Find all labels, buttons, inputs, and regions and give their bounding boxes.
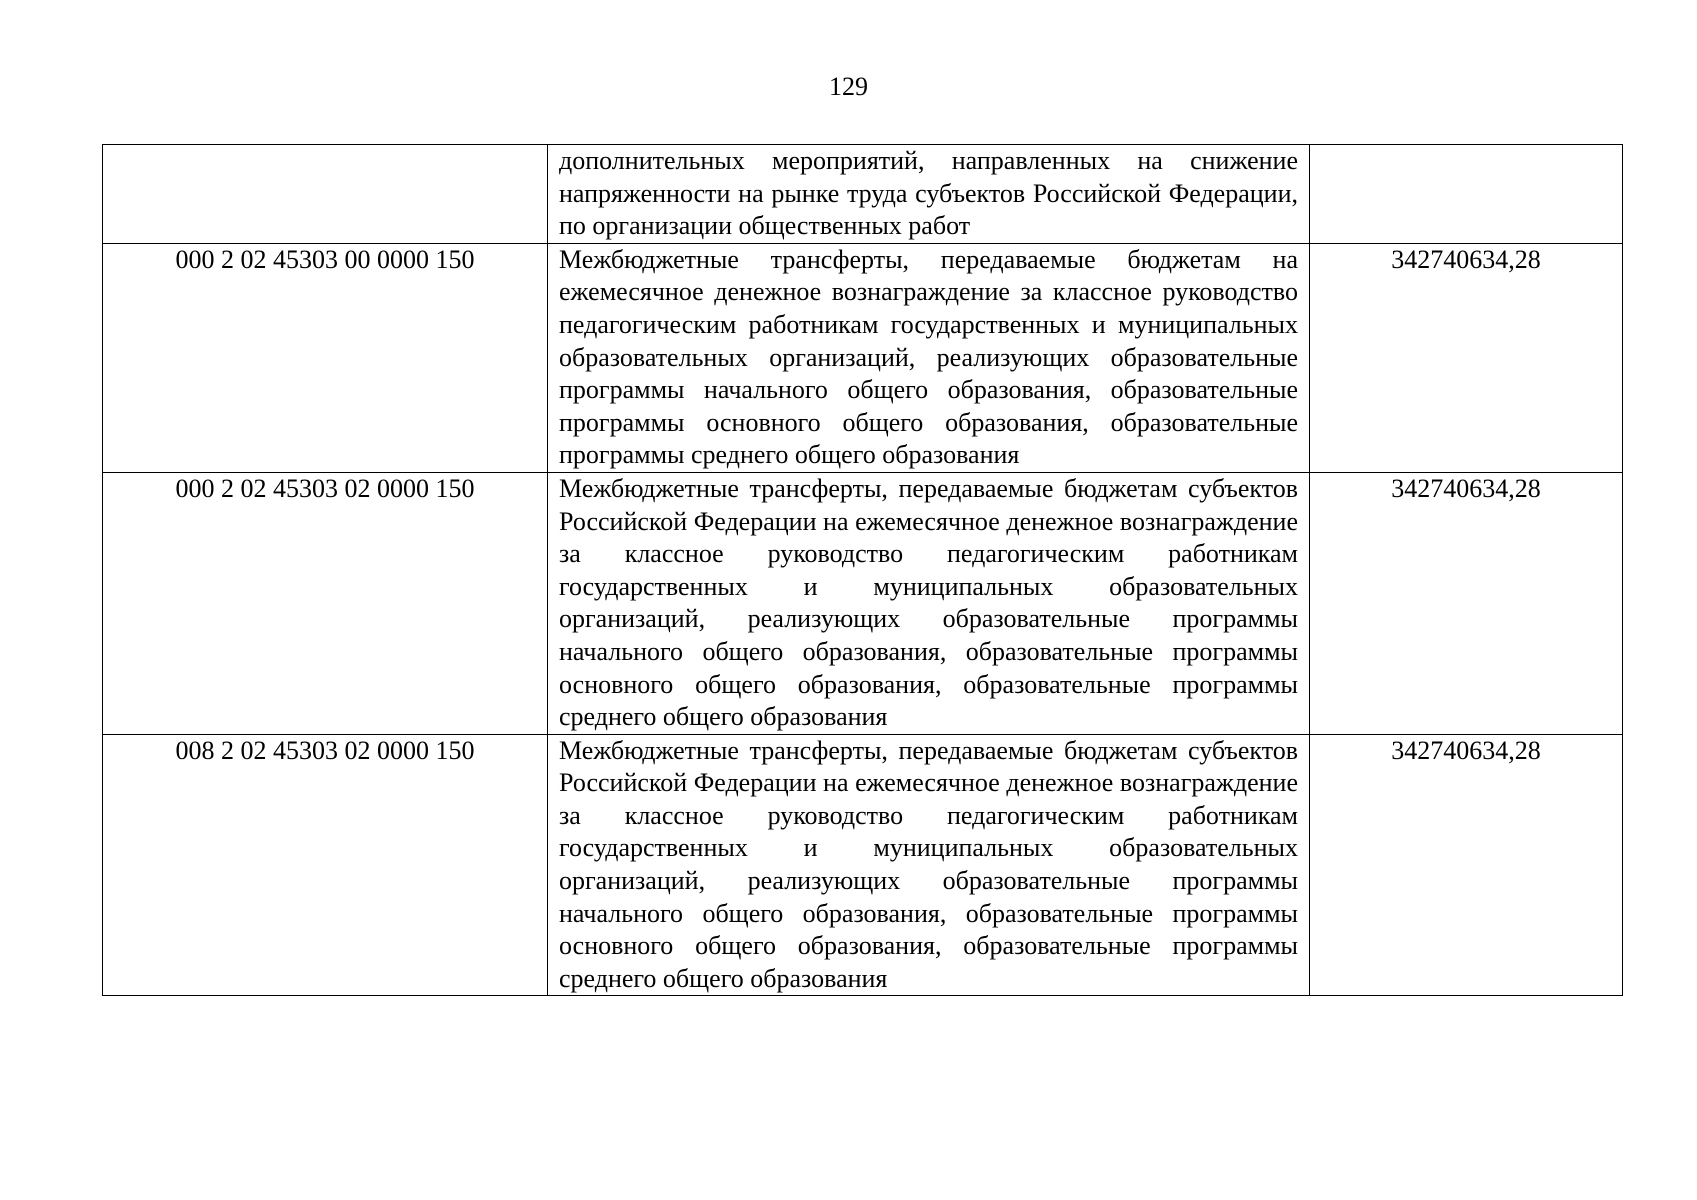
item-description: Межбюджетные трансферты, передаваемые бюджетам субъектов Российской Федерации на ежемесячное денежное вознаграждение за классное руководство педагогическим работникам государственных и муниципальных образовательных организаций, реализующих образовательные программы начального общего образования, образовательные программы основного общего образования, образовательные программы среднего общего образования — [548, 472, 1310, 734]
budget-code: 000 2 02 45303 02 0000 150 — [103, 472, 548, 734]
table-row — [103, 145, 1623, 244]
table-row — [103, 734, 1623, 996]
table-row — [103, 243, 1623, 472]
budget-code — [103, 145, 548, 244]
budget-code: 008 2 02 45303 02 0000 150 — [103, 734, 548, 996]
amount-value: 342740634,28 — [1310, 243, 1623, 472]
amount-value — [1310, 145, 1623, 244]
table-row — [103, 472, 1623, 734]
amount-value: 342740634,28 — [1310, 472, 1623, 734]
item-description: Межбюджетные трансферты, передаваемые бюджетам субъектов Российской Федерации на ежемесячное денежное вознаграждение за классное руководство педагогическим работникам государственных и муниципальных образовательных организаций, реализующих образовательные программы начального общего образования, образовательные программы основного общего образования, образовательные программы среднего общего образования — [548, 734, 1310, 996]
page-number: 129 — [829, 72, 868, 101]
item-description: дополнительных мероприятий, направленных на снижение напряженности на рынке труда субъектов Российской Федерации, по организации общественных работ — [548, 145, 1310, 244]
budget-table — [102, 144, 1623, 996]
item-description: Межбюджетные трансферты, передаваемые бюджетам на ежемесячное денежное вознаграждение за классное руководство педагогическим работникам государственных и муниципальных образовательных организаций, реализующих образовательные программы начального общего образования, образовательные программы основного общего образования, образовательные программы среднего общего образования — [548, 243, 1310, 472]
budget-code: 000 2 02 45303 00 0000 150 — [103, 243, 548, 472]
amount-value: 342740634,28 — [1310, 734, 1623, 996]
